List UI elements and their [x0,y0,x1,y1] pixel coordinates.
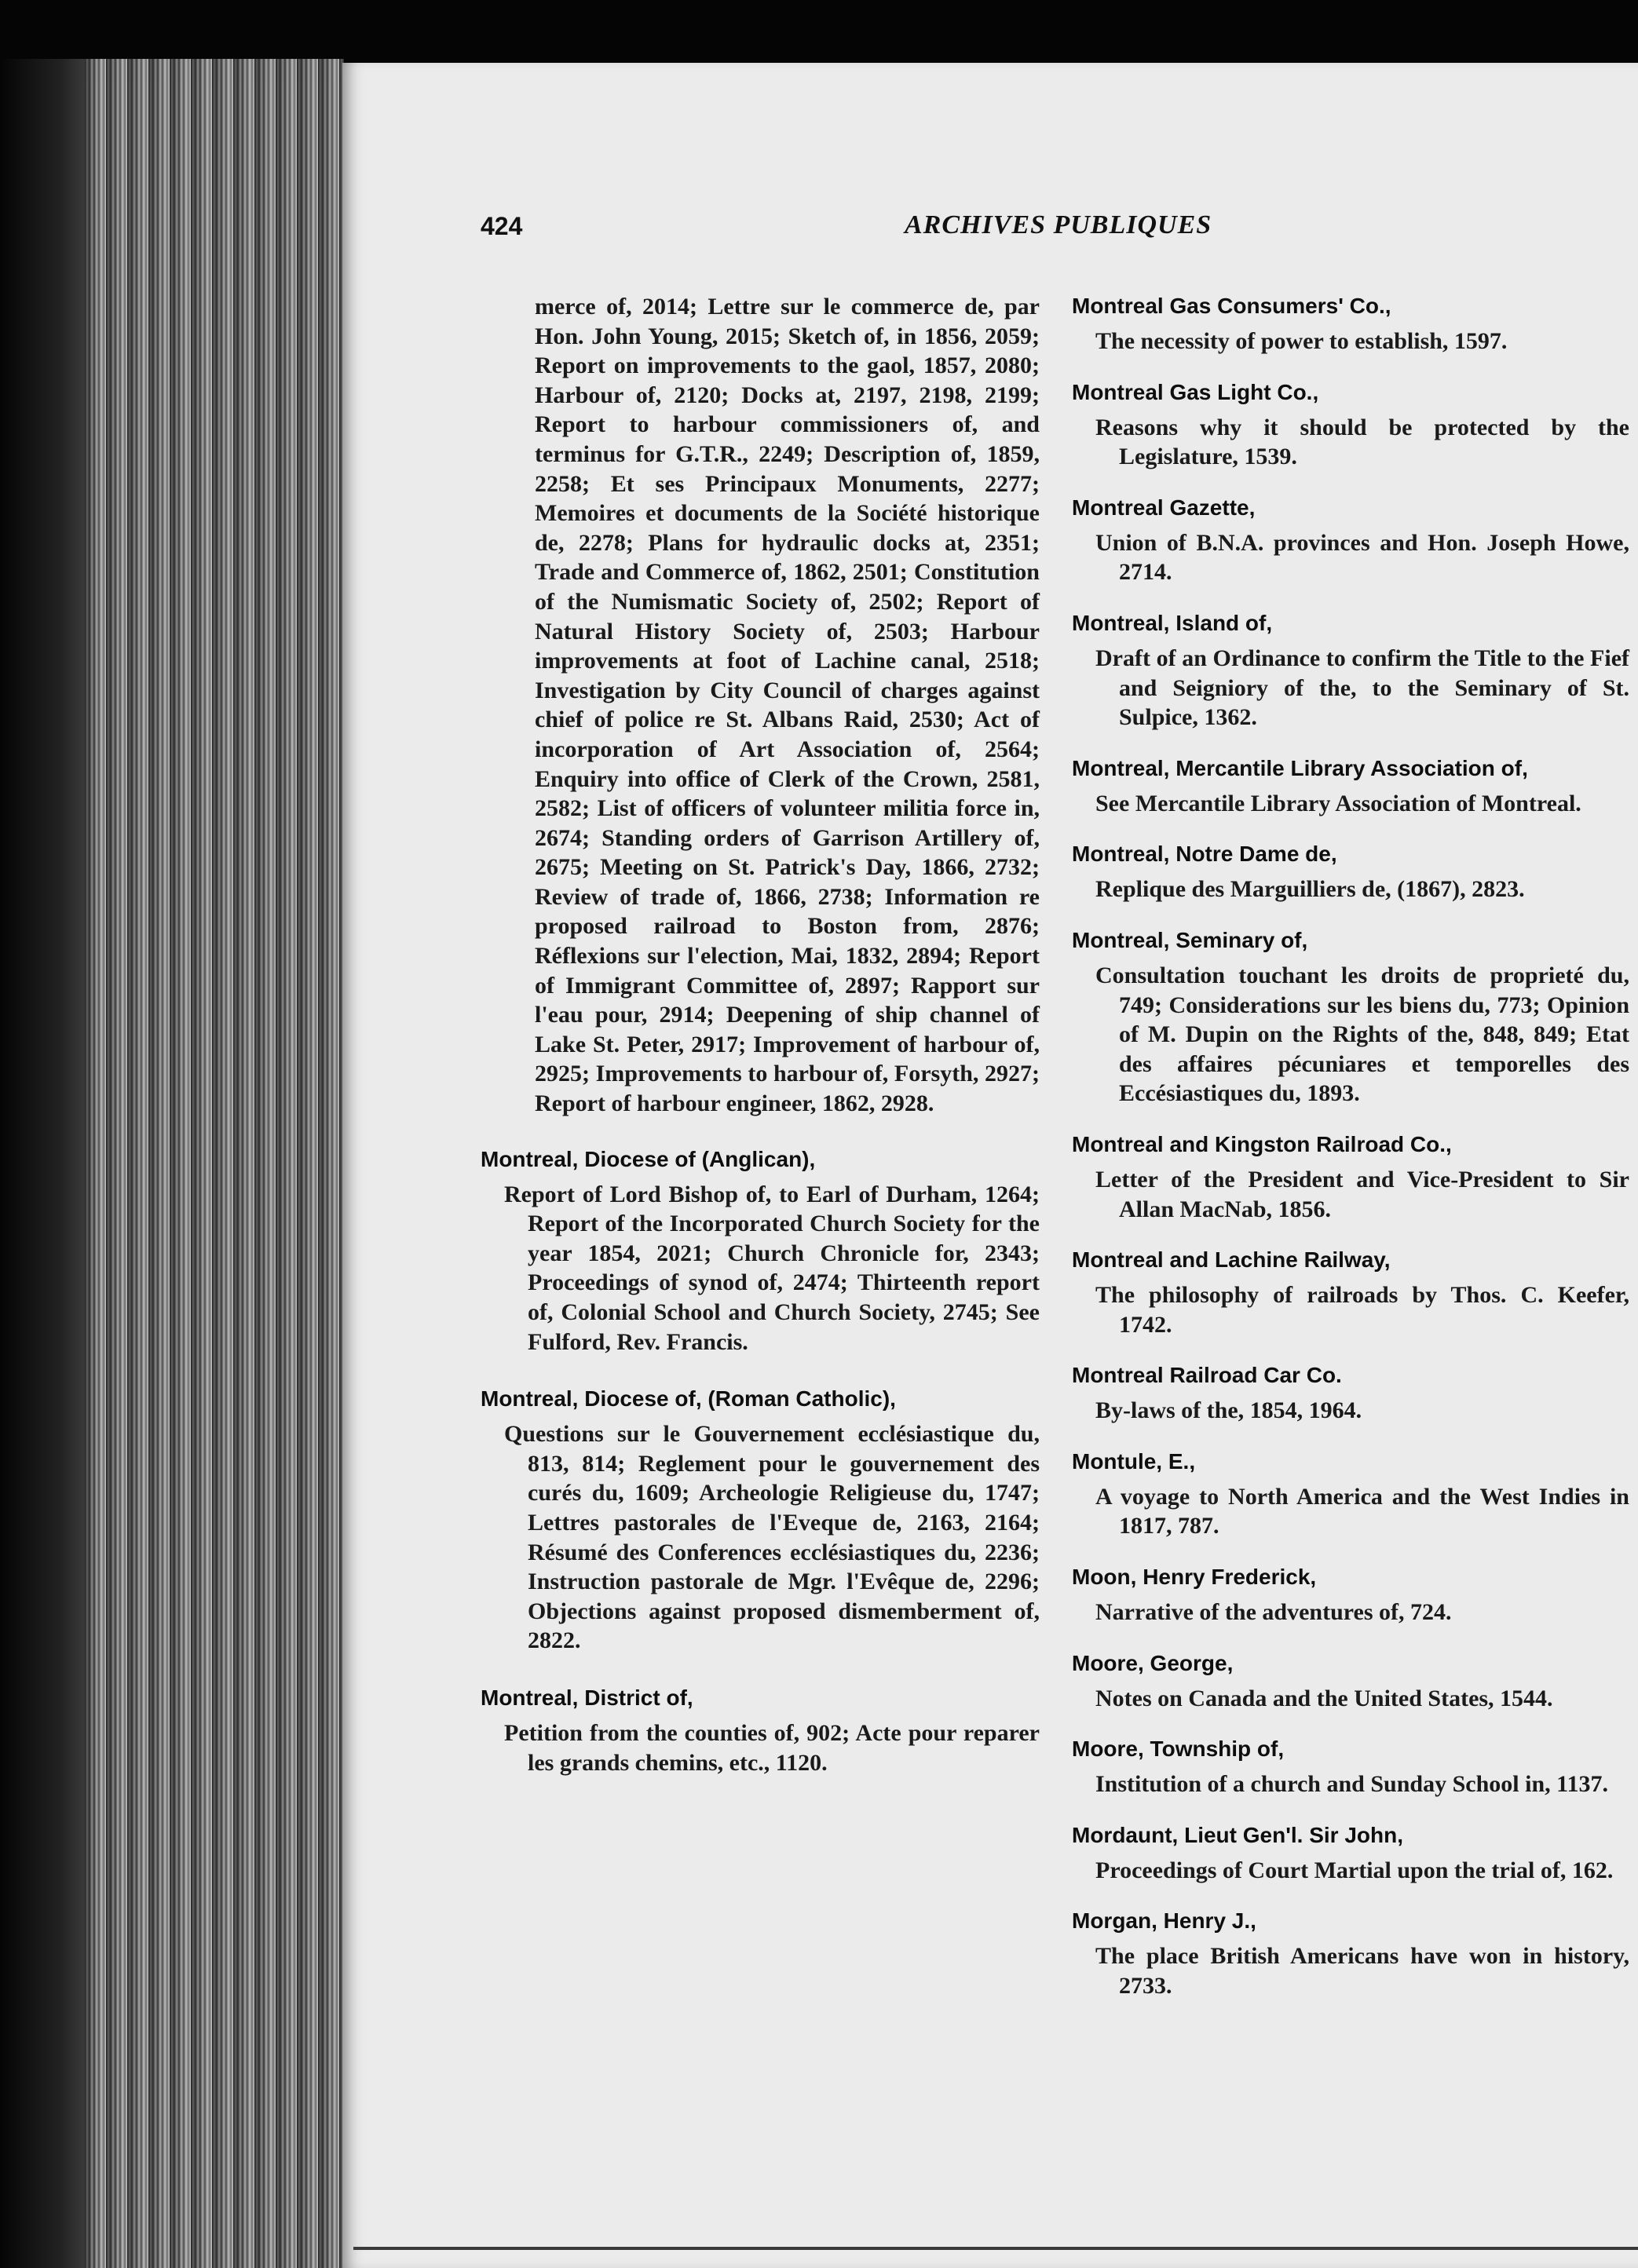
entry-text: Narrative of the adventures of, 724. [1095,1599,1452,1626]
running-head: ARCHIVES PUBLIQUES [905,210,1212,239]
entry-text: Draft of an Ordinance to confirm the Title to the Fief and Seigniory of the, to the Seminary of St. Sulpice, 1362. [1095,645,1629,731]
entry-heading: Montreal Gas Light Co., [1072,379,1319,404]
entry-heading: Montreal and Kingston Railroad Co., [1072,1131,1452,1156]
entry-text: Report of Lord Bishop of, to Earl of Durham, 1264; Report of the Incorporated Church Society for the year 1854, 2021; Church Chronicle for, 2343; Proceedings of synod of, 2474; Thirteenth report of, Colonial School and Church Society, 2745; See Fulford, Rev. Francis. [504,1181,1040,1355]
entry-text: A voyage to North America and the West Indies in 1817, 787. [1095,1483,1629,1539]
entry-heading: Montreal, Notre Dame de, [1072,842,1337,867]
entry-text: The place British Americans have won in history, 2733. [1095,1943,1629,2000]
entry-text: Notes on Canada and the United States, 1544. [1095,1685,1553,1711]
index-entry [1072,1130,1629,1224]
index-entry [1072,1361,1629,1426]
continued-entry-text: merce of, 2014; Lettre sur le commerce de, par Hon. John Young, 2015; Sketch of, in 1856, 2059; Report on improvements to the gaol, 1857, 2080; Harbour of, 2120; Docks at, 2197, 2198, 2199; Report to harbour commissioners of, and terminus for G.T.R., 2249; Description of, 1859, 2258; Et ses Principaux Monuments, 2277; Memoires et documents de la Société historique de, 2278; Plans for hydraulic docks at, 2351; Trade and Commerce of, 1862, 2501; Constitution of the Numismatic Society of, 2502; Report of Natural History Society of, 2503; Harbour improvements at foot of Lachine canal, 2518; Investigation by City Council of charges against chief of police re St. Albans Raid, 2530; Act of incorporation of Art Association of, 2564; Enquiry into office of Clerk of the Crown, 2581, 2582; List of officers of volunteer militia force in, 2674; Standing orders of Garrison Artillery of, 2675; Meeting on St. Patrick's Day, 1866, 2732; Review of trade of, 1866, 2738; Information re proposed railroad to Boston from, 2876; Réflexions sur l'election, Mai, 1832, 2894; Report of Immigrant Committee of, 2897; Rapport sur l'eau pour, 2914; Deepening of ship channel of Lake St. Peter, 2917; Improvement of harbour of, 2925; Improvements to harbour of, Forsyth, 2927; Report of harbour engineer, 1862, 2928. [535,294,1040,1117]
index-entry [1072,1735,1629,1799]
entry-text: The philosophy of railroads by Thos. C. Keefer, 1742. [1095,1282,1629,1338]
entry-heading: Mordaunt, Lieut Gen'l. Sir John, [1072,1822,1403,1847]
entry-heading: Montreal, Diocese of (Anglican), [481,1146,816,1171]
left-column [481,292,1040,1806]
entry-text: Consultation touchant les droits de proprieté du, 749; Considerations sur les biens du, 773; Opinion of M. Dupin on the Rights of the, 848, 849; Etat des affaires pécuniares et temporelles des Eccésiastiques du, 1893. [1095,962,1629,1107]
index-entry [1072,1246,1629,1339]
index-entry [1072,754,1629,819]
entry-heading: Montreal, Mercantile Library Association of, [1072,755,1528,780]
right-column [1072,292,1629,2023]
index-entry [1072,1907,1629,2000]
entry-text: Letter of the President and Vice-President to Sir Allan MacNab, 1856. [1095,1166,1629,1222]
index-entry [1072,609,1629,732]
index-entry [1072,378,1629,472]
index-entry [1072,1649,1629,1714]
entry-heading: Montule, E., [1072,1448,1196,1474]
index-entry [1072,1821,1629,1886]
entry-text: See Mercantile Library Association of Montreal. [1095,790,1581,816]
index-entry [1072,840,1629,904]
page-bottom-edge [353,2247,1638,2250]
entry-heading: Montreal Railroad Car Co. [1072,1363,1342,1388]
entry-heading: Montreal, Seminary of, [1072,927,1308,952]
entry-heading: Montreal Gazette, [1072,495,1256,520]
entry-heading: Montreal and Lachine Railway, [1072,1247,1391,1273]
index-entry [1072,926,1629,1108]
entry-heading: Moore, George, [1072,1650,1234,1675]
entry-heading: Morgan, Henry J., [1072,1908,1256,1934]
book-page-edges [85,59,344,2268]
entry-heading: Montreal Gas Consumers' Co., [1072,294,1391,318]
page-number: 424 [481,212,523,240]
entry-heading: Montreal, District of, [481,1685,693,1710]
entry-heading: Moon, Henry Frederick, [1072,1565,1317,1590]
index-entry [1072,1448,1629,1541]
entry-text: The necessity of power to establish, 1597. [1095,328,1508,354]
entry-text: Petition from the counties of, 902; Acte pour reparer les grands chemins, etc., 1120. [504,1719,1040,1776]
index-entry [481,1385,1040,1656]
scan-left-border [0,59,86,2268]
entry-text: Union of B.N.A. provinces and Hon. Joseph Howe, 2714. [1095,529,1629,586]
index-entry [481,1684,1040,1777]
entry-text: Institution of a church and Sunday School in, 1137. [1095,1771,1608,1798]
index-entry [1072,494,1629,587]
index-entry [481,1145,1040,1357]
entry-text: Reasons why it should be protected by the Legislature, 1539. [1095,414,1629,470]
entry-heading: Montreal, Island of, [1072,610,1273,635]
entry-heading: Montreal, Diocese of, (Roman Catholic), [481,1386,896,1412]
entry-text: By-laws of the, 1854, 1964. [1095,1397,1362,1424]
index-entry [1072,292,1629,356]
entry-text: Questions sur le Gouvernement ecclésiastique du, 813, 814; Reglement pour le gouvernement des curés du, 1609; Archeologie Religieuse du, 1747; Lettres pastorales de l'Eveque de, 2163, 2164; Résumé des Conferences ecclésiastiques du, 2236; Instruction pastorale de Mgr. l'Evêque de, 2296; Objections against proposed dismemberment of, 2822. [504,1421,1040,1654]
entry-text: Proceedings of Court Martial upon the trial of, 162. [1095,1857,1614,1883]
index-entry [1072,1563,1629,1627]
entry-text: Replique des Marguilliers de, (1867), 2823. [1095,876,1525,903]
entry-heading: Moore, Township of, [1072,1737,1285,1762]
